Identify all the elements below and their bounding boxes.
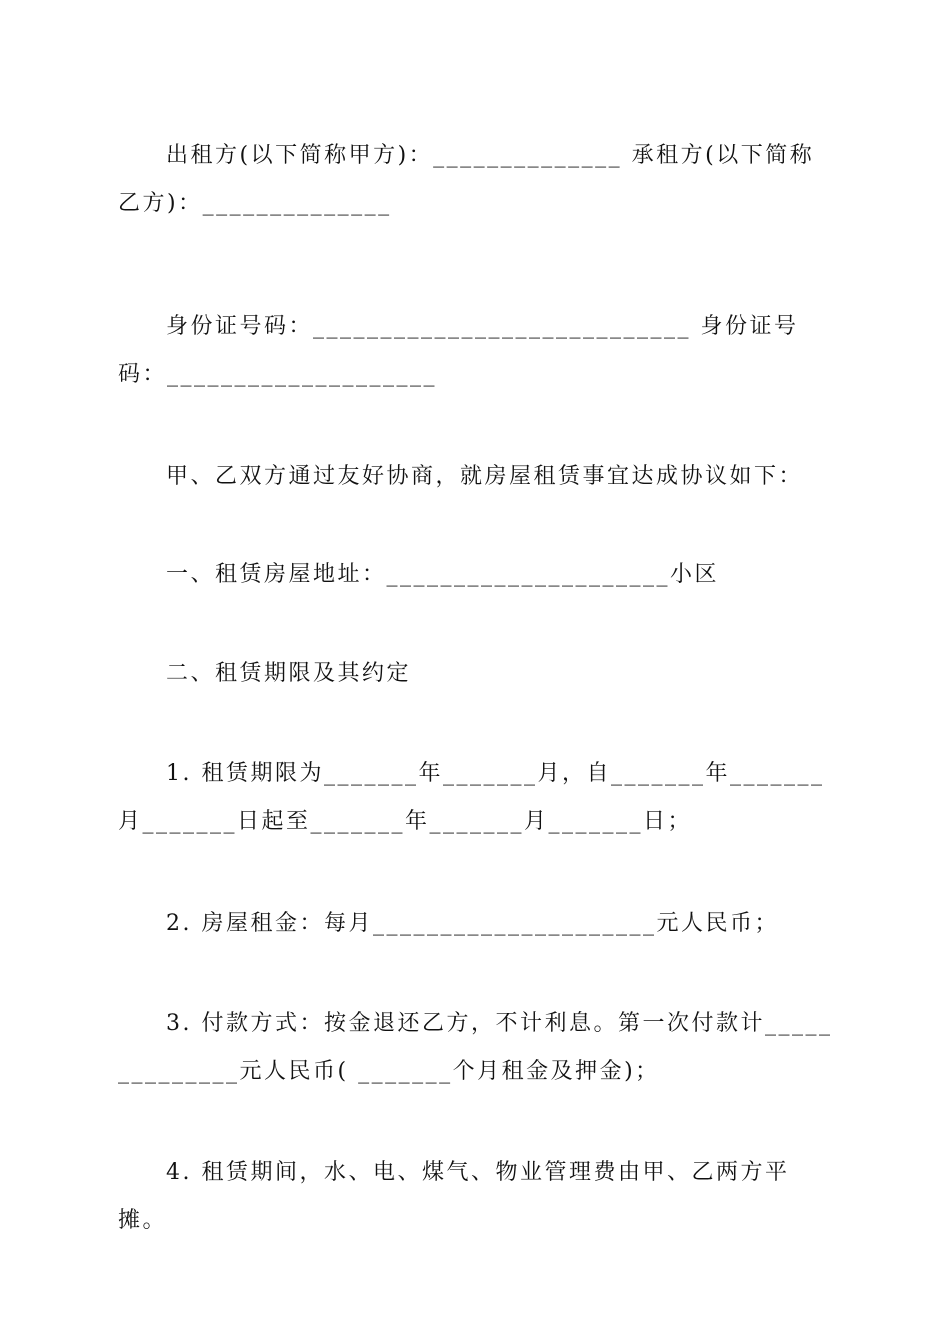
term-clause-2: 2. 房屋租金：每月_____________________元人民币； xyxy=(166,911,779,936)
rental-address-paragraph: 一、租赁房屋地址：_____________________小区 xyxy=(166,562,720,587)
rental-term-heading: 二、租赁期限及其约定 xyxy=(166,661,412,686)
agreement-intro-paragraph: 甲、乙双方通过友好协商，就房屋租赁事宜达成协议如下： xyxy=(166,464,804,489)
term-clause-4: 4. 租赁期间，水、电、煤气、物业管理费由甲、乙两方平摊。 xyxy=(118,1160,790,1233)
parties-paragraph: 出租方(以下简称甲方)：______________ 承租方(以下简称乙方)：______________ xyxy=(118,143,815,216)
term-clause-3: 3. 付款方式：按金退还乙方，不计利息。第一次付款计______________元人民币( _______个月租金及押金)； xyxy=(118,1011,833,1084)
term-clause-1: 1. 租赁期限为_______年_______月，自_______年_______月_______日起至_______年_______月_______日； xyxy=(118,761,825,834)
id-number-paragraph: 身份证号码：____________________________ 身份证号码：____________________ xyxy=(118,314,799,387)
